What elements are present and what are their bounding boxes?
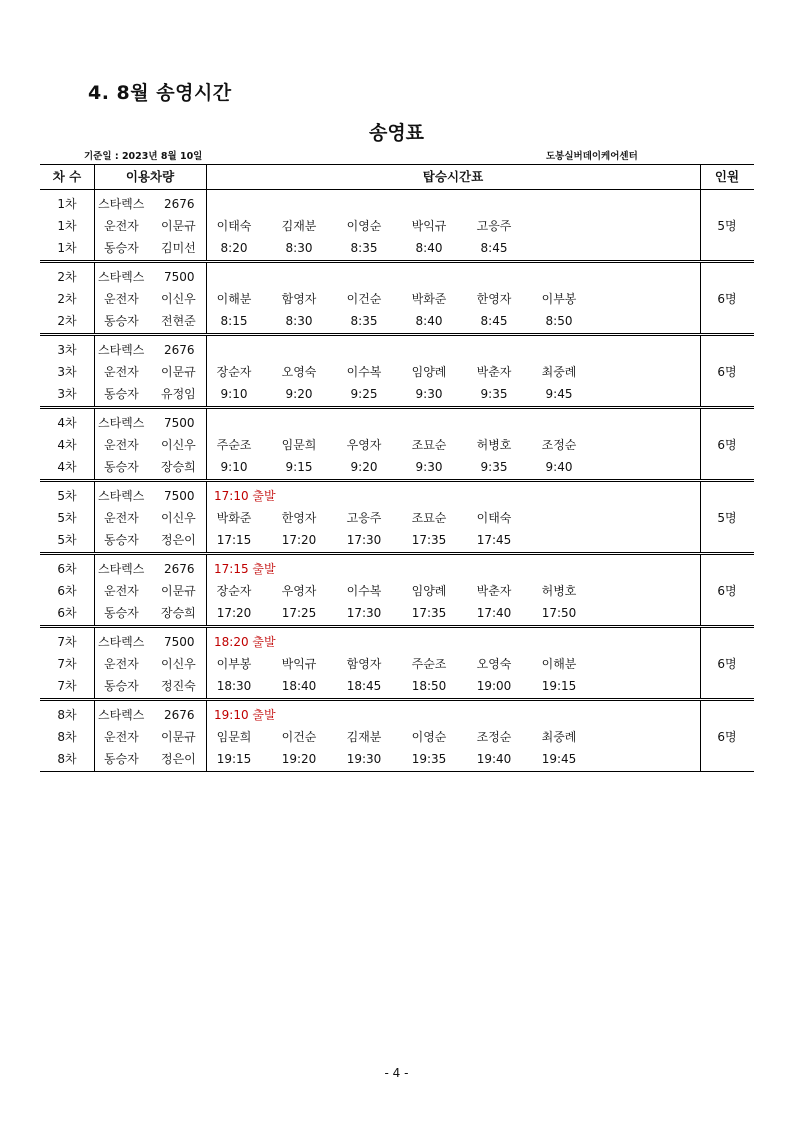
driver-row xyxy=(40,361,754,383)
pickup-time: 17:40 xyxy=(476,606,512,620)
order-label: 6차 xyxy=(57,584,77,598)
pickup-time: 19:40 xyxy=(476,752,512,766)
helper-row xyxy=(40,456,754,478)
pickup-time: 19:30 xyxy=(346,752,382,766)
passenger-name: 장순자 xyxy=(216,365,252,379)
driver-name: 이문규 xyxy=(161,219,196,233)
passenger-count: 6명 xyxy=(717,657,737,671)
helper-row xyxy=(40,602,754,624)
header-vehicle: 이용차량 xyxy=(125,169,175,184)
order-label: 2차 xyxy=(57,314,77,328)
passenger-name: 임문희 xyxy=(281,438,317,452)
helper-name: 정은이 xyxy=(161,533,196,547)
helper-row xyxy=(40,383,754,405)
order-label: 5차 xyxy=(57,533,77,547)
order-label: 4차 xyxy=(57,438,77,452)
pickup-time: 9:45 xyxy=(545,387,573,401)
passenger-name: 박춘자 xyxy=(476,365,512,379)
passenger-name: 이해분 xyxy=(216,292,252,306)
vehicle-model: 스타렉스 xyxy=(98,343,145,357)
passenger-name: 최중례 xyxy=(541,365,577,379)
passenger-name: 고응주 xyxy=(476,219,512,233)
order-label: 8차 xyxy=(57,752,77,766)
passenger-name: 주순조 xyxy=(216,438,252,452)
driver-row xyxy=(40,653,754,675)
passenger-name: 조묘순 xyxy=(411,438,447,452)
order-label: 7차 xyxy=(57,657,77,671)
helper-name: 전현준 xyxy=(161,314,196,328)
order-label: 1차 xyxy=(57,197,77,211)
pickup-time: 9:15 xyxy=(285,460,313,474)
passenger-name: 허병호 xyxy=(476,438,512,452)
pickup-time: 8:40 xyxy=(415,314,443,328)
helper-label: 동승자 xyxy=(104,752,139,766)
vehicle-number: 7500 xyxy=(164,635,195,649)
passenger-count: 5명 xyxy=(717,219,737,233)
pickup-time: 9:35 xyxy=(480,387,508,401)
driver-row xyxy=(40,288,754,310)
vehicle-row xyxy=(40,485,754,507)
passenger-name: 오영숙 xyxy=(281,365,317,379)
driver-label: 운전자 xyxy=(104,292,139,306)
passenger-name: 우영자 xyxy=(346,438,382,452)
vehicle-number: 7500 xyxy=(164,416,195,430)
helper-label: 동승자 xyxy=(104,606,139,620)
table-header xyxy=(40,164,754,190)
vehicle-model: 스타렉스 xyxy=(98,270,145,284)
order-label: 1차 xyxy=(57,219,77,233)
vehicle-number: 2676 xyxy=(164,708,195,722)
passenger-name: 박춘자 xyxy=(476,584,512,598)
driver-label: 운전자 xyxy=(104,584,139,598)
driver-name: 이신우 xyxy=(161,657,196,671)
passenger-count: 6명 xyxy=(717,365,737,379)
pickup-time: 9:10 xyxy=(220,387,248,401)
passenger-name: 주순조 xyxy=(411,657,447,671)
pickup-time: 17:30 xyxy=(346,533,382,547)
schedule-group xyxy=(40,625,754,698)
pickup-time: 8:20 xyxy=(220,241,248,255)
passenger-name: 오영숙 xyxy=(476,657,512,671)
passenger-name: 이태숙 xyxy=(476,511,512,525)
vehicle-model: 스타렉스 xyxy=(98,489,145,503)
vehicle-row xyxy=(40,704,754,726)
driver-name: 이신우 xyxy=(161,511,196,525)
pickup-time: 18:30 xyxy=(216,679,252,693)
vehicle-number: 7500 xyxy=(164,270,195,284)
vehicle-number: 2676 xyxy=(164,562,195,576)
pickup-time: 19:00 xyxy=(476,679,512,693)
base-date: 기준일 : 2023년 8월 10일 xyxy=(84,151,203,162)
vehicle-model: 스타렉스 xyxy=(98,416,145,430)
driver-row xyxy=(40,580,754,602)
pickup-time: 19:15 xyxy=(541,679,577,693)
driver-row xyxy=(40,726,754,748)
helper-name: 장승희 xyxy=(161,460,196,474)
pickup-time: 9:25 xyxy=(350,387,378,401)
driver-name: 이신우 xyxy=(161,438,196,452)
order-label: 2차 xyxy=(57,292,77,306)
passenger-name: 함영자 xyxy=(346,657,382,671)
pickup-time: 17:50 xyxy=(541,606,577,620)
driver-row xyxy=(40,215,754,237)
passenger-name: 조정순 xyxy=(541,438,577,452)
passenger-name: 이영순 xyxy=(346,219,382,233)
pickup-time: 8:30 xyxy=(285,314,313,328)
order-label: 4차 xyxy=(57,416,77,430)
schedule-group xyxy=(40,190,754,260)
departure-time: 17:10 출발 xyxy=(214,489,276,503)
helper-name: 장승희 xyxy=(161,606,196,620)
driver-label: 운전자 xyxy=(104,219,139,233)
vehicle-row xyxy=(40,266,754,288)
departure-time: 17:15 출발 xyxy=(214,562,276,576)
driver-name: 이문규 xyxy=(161,584,196,598)
pickup-time: 8:15 xyxy=(220,314,248,328)
passenger-name: 임양례 xyxy=(411,584,447,598)
passenger-count: 6명 xyxy=(717,584,737,598)
schedule-group xyxy=(40,479,754,552)
pickup-time: 17:20 xyxy=(216,606,252,620)
order-label: 1차 xyxy=(57,241,77,255)
order-label: 4차 xyxy=(57,460,77,474)
passenger-name: 고응주 xyxy=(346,511,382,525)
vehicle-number: 7500 xyxy=(164,489,195,503)
order-label: 7차 xyxy=(57,679,77,693)
order-label: 3차 xyxy=(57,365,77,379)
pickup-time: 9:20 xyxy=(285,387,313,401)
vehicle-row xyxy=(40,193,754,215)
pickup-time: 9:30 xyxy=(415,387,443,401)
driver-label: 운전자 xyxy=(104,438,139,452)
driver-label: 운전자 xyxy=(104,511,139,525)
passenger-name: 최중례 xyxy=(541,730,577,744)
pickup-time: 9:30 xyxy=(415,460,443,474)
passenger-name: 임문희 xyxy=(216,730,252,744)
helper-row xyxy=(40,675,754,697)
pickup-time: 8:35 xyxy=(350,314,378,328)
passenger-name: 이수복 xyxy=(346,584,382,598)
passenger-name: 박익규 xyxy=(281,657,317,671)
passenger-name: 함영자 xyxy=(281,292,317,306)
pickup-time: 18:45 xyxy=(346,679,382,693)
pickup-time: 19:15 xyxy=(216,752,252,766)
schedule-group xyxy=(40,406,754,479)
document-title: 송영표 xyxy=(368,122,425,144)
helper-name: 정진숙 xyxy=(161,679,196,693)
order-label: 6차 xyxy=(57,562,77,576)
helper-name: 김미선 xyxy=(161,241,196,255)
pickup-time: 19:35 xyxy=(411,752,447,766)
pickup-time: 17:35 xyxy=(411,606,447,620)
page-number: - 4 - xyxy=(384,1066,409,1080)
pickup-time: 17:35 xyxy=(411,533,447,547)
passenger-name: 박익규 xyxy=(411,219,447,233)
order-label: 8차 xyxy=(57,708,77,722)
vehicle-number: 2676 xyxy=(164,197,195,211)
helper-row xyxy=(40,529,754,551)
pickup-time: 17:20 xyxy=(281,533,317,547)
passenger-name: 임양례 xyxy=(411,365,447,379)
center-name: 도봉실버데이케어센터 xyxy=(546,151,638,162)
pickup-time: 9:10 xyxy=(220,460,248,474)
schedule-group xyxy=(40,260,754,333)
driver-name: 이문규 xyxy=(161,730,196,744)
header-timetable: 탑승시간표 xyxy=(422,169,484,184)
passenger-name: 이건순 xyxy=(346,292,382,306)
passenger-count: 6명 xyxy=(717,438,737,452)
order-label: 3차 xyxy=(57,387,77,401)
passenger-count: 5명 xyxy=(717,511,737,525)
helper-label: 동승자 xyxy=(104,314,139,328)
order-label: 5차 xyxy=(57,511,77,525)
schedule-table xyxy=(40,164,754,772)
pickup-time: 8:50 xyxy=(545,314,573,328)
passenger-name: 이수복 xyxy=(346,365,382,379)
passenger-name: 장순자 xyxy=(216,584,252,598)
passenger-name: 김재분 xyxy=(281,219,317,233)
vehicle-model: 스타렉스 xyxy=(98,635,145,649)
order-label: 7차 xyxy=(57,635,77,649)
driver-name: 이문규 xyxy=(161,365,196,379)
passenger-name: 조묘순 xyxy=(411,511,447,525)
passenger-name: 한영자 xyxy=(476,292,512,306)
vehicle-row xyxy=(40,631,754,653)
schedule-group xyxy=(40,698,754,772)
pickup-time: 17:25 xyxy=(281,606,317,620)
pickup-time: 8:45 xyxy=(480,314,508,328)
driver-row xyxy=(40,507,754,529)
passenger-name: 박화준 xyxy=(216,511,252,525)
order-label: 2차 xyxy=(57,270,77,284)
pickup-time: 8:30 xyxy=(285,241,313,255)
vehicle-model: 스타렉스 xyxy=(98,197,145,211)
pickup-time: 9:40 xyxy=(545,460,573,474)
pickup-time: 8:40 xyxy=(415,241,443,255)
helper-name: 유정임 xyxy=(161,387,196,401)
passenger-name: 이건순 xyxy=(281,730,317,744)
vehicle-row xyxy=(40,412,754,434)
passenger-count: 6명 xyxy=(717,730,737,744)
pickup-time: 9:20 xyxy=(350,460,378,474)
helper-label: 동승자 xyxy=(104,679,139,693)
order-label: 5차 xyxy=(57,489,77,503)
helper-label: 동승자 xyxy=(104,241,139,255)
departure-time: 19:10 출발 xyxy=(214,708,276,722)
helper-label: 동승자 xyxy=(104,533,139,547)
helper-row xyxy=(40,748,754,770)
passenger-name: 이태숙 xyxy=(216,219,252,233)
passenger-name: 조정순 xyxy=(476,730,512,744)
passenger-count: 6명 xyxy=(717,292,737,306)
driver-name: 이신우 xyxy=(161,292,196,306)
helper-label: 동승자 xyxy=(104,460,139,474)
passenger-name: 이해분 xyxy=(541,657,577,671)
driver-row xyxy=(40,434,754,456)
pickup-time: 18:40 xyxy=(281,679,317,693)
vehicle-number: 2676 xyxy=(164,343,195,357)
vehicle-model: 스타렉스 xyxy=(98,708,145,722)
pickup-time: 17:45 xyxy=(476,533,512,547)
helper-row xyxy=(40,237,754,259)
vehicle-row xyxy=(40,339,754,361)
driver-label: 운전자 xyxy=(104,657,139,671)
passenger-name: 허병호 xyxy=(541,584,577,598)
helper-label: 동승자 xyxy=(104,387,139,401)
departure-time: 18:20 출발 xyxy=(214,635,276,649)
driver-label: 운전자 xyxy=(104,365,139,379)
passenger-name: 한영자 xyxy=(281,511,317,525)
pickup-time: 17:15 xyxy=(216,533,252,547)
pickup-time: 8:35 xyxy=(350,241,378,255)
vehicle-row xyxy=(40,558,754,580)
pickup-time: 19:45 xyxy=(541,752,577,766)
passenger-name: 박화준 xyxy=(411,292,447,306)
vehicle-model: 스타렉스 xyxy=(98,562,145,576)
order-label: 6차 xyxy=(57,606,77,620)
helper-row xyxy=(40,310,754,332)
header-count: 인원 xyxy=(714,169,740,184)
pickup-time: 17:30 xyxy=(346,606,382,620)
header-order: 차 수 xyxy=(52,169,82,184)
passenger-name: 우영자 xyxy=(281,584,317,598)
pickup-time: 9:35 xyxy=(480,460,508,474)
order-label: 3차 xyxy=(57,343,77,357)
helper-name: 정은이 xyxy=(161,752,196,766)
schedule-group xyxy=(40,333,754,406)
passenger-name: 김재분 xyxy=(346,730,382,744)
section-heading: 4. 8월 송영시간 xyxy=(88,82,232,104)
driver-label: 운전자 xyxy=(104,730,139,744)
pickup-time: 8:45 xyxy=(480,241,508,255)
passenger-name: 이부봉 xyxy=(541,292,577,306)
pickup-time: 19:20 xyxy=(281,752,317,766)
pickup-time: 18:50 xyxy=(411,679,447,693)
schedule-group xyxy=(40,552,754,625)
order-label: 8차 xyxy=(57,730,77,744)
passenger-name: 이영순 xyxy=(411,730,447,744)
passenger-name: 이부봉 xyxy=(216,657,252,671)
